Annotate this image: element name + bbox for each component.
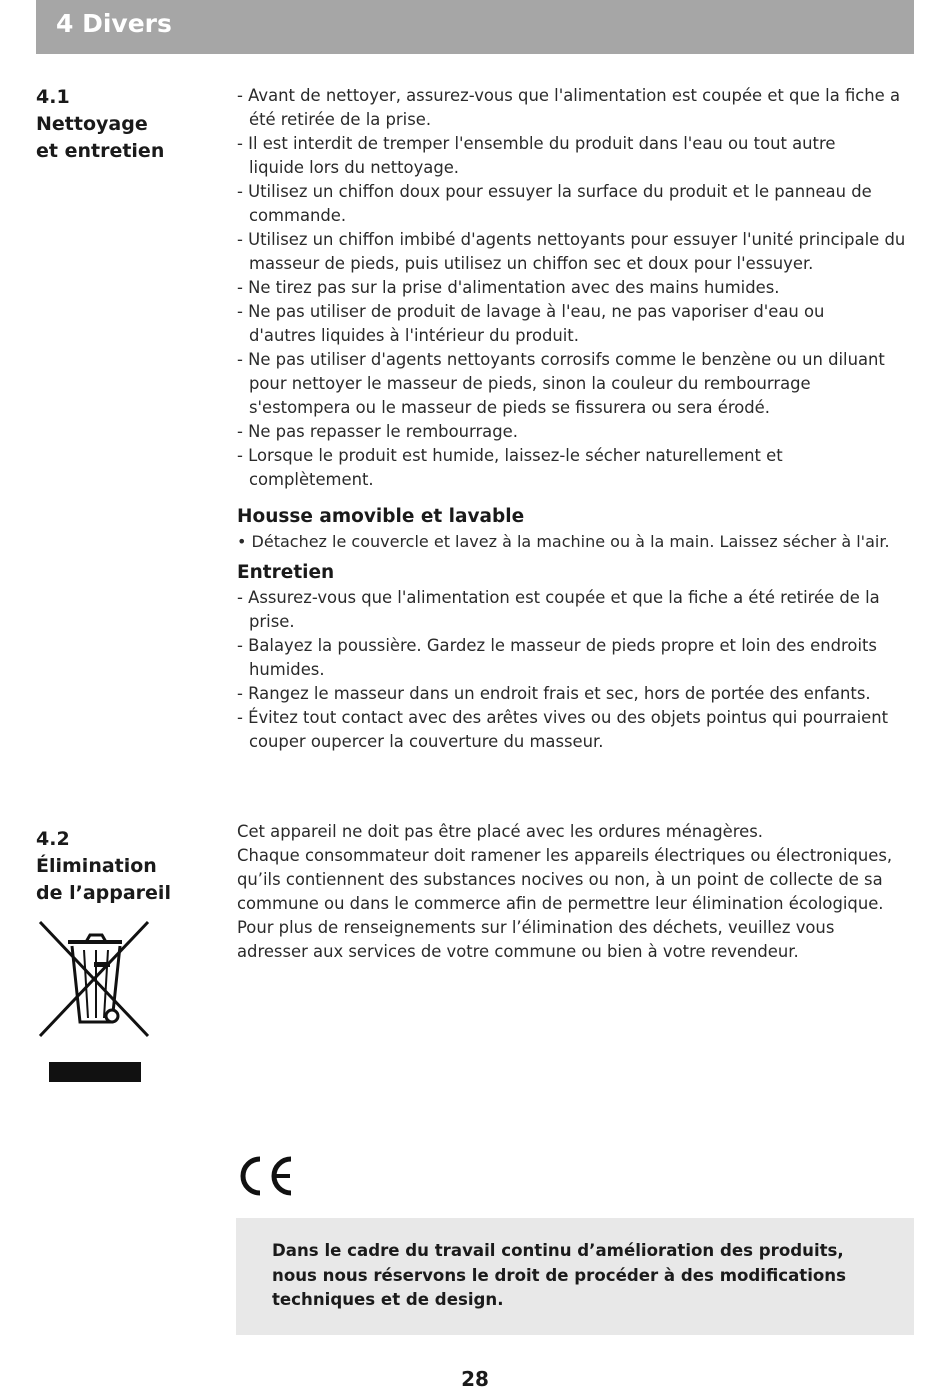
paragraph-line: commune ou dans le commerce afin de permettre leur élimination écologique.	[237, 894, 884, 913]
weee-bar	[49, 1062, 141, 1082]
list-item: - Assurez-vous que l'alimentation est coupée et que la fiche a été retirée de la prise.	[237, 588, 880, 631]
list-item: - Ne pas utiliser d'agents nettoyants corrosifs comme le benzène ou un diluant pour nettoyer le masseur de pieds, sinon la couleur du rembourrage s'estompera ou le masseur de pieds se fissurera ou sera érodé.	[237, 350, 885, 417]
section-heading-cleaning	[36, 84, 226, 165]
maintenance-heading: Entretien	[237, 562, 335, 583]
disposal-content	[237, 820, 927, 964]
paragraph-line: Cet appareil ne doit pas être placé avec les ordures ménagères.	[237, 822, 763, 841]
list-item: - Évitez tout contact avec des arêtes vives ou des objets pointus qui pourraient couper oupercer la couverture du masseur.	[237, 708, 889, 751]
cover-heading: Housse amovible et lavable	[237, 506, 525, 527]
cover-text: • Détachez le couvercle et lavez à la machine ou à la main. Laissez sécher à l'air.	[237, 532, 890, 551]
list-item: - Ne pas repasser le rembourrage.	[237, 422, 518, 441]
paragraph-line: Chaque consommateur doit ramener les appareils électriques ou électroniques,	[237, 846, 893, 865]
notice-line: Dans le cadre du travail continu d’amélioration des produits,	[272, 1241, 844, 1260]
list-item: - Ne tirez pas sur la prise d'alimentation avec des mains humides.	[237, 278, 780, 297]
list-item: - Utilisez un chiffon doux pour essuyer la surface du produit et le panneau de commande.	[237, 182, 872, 225]
paragraph-line: qu’ils contiennent des substances nocives ou non, à un point de collecte de sa	[237, 870, 883, 889]
section-heading-line: Nettoyage	[36, 113, 148, 135]
section-heading-disposal	[36, 826, 226, 907]
notice-text	[272, 1239, 892, 1313]
list-item: - Lorsque le produit est humide, laissez-le sécher naturellement et complètement.	[237, 446, 783, 489]
notice-line: nous nous réservons le droit de procéder à des modifications	[272, 1265, 846, 1285]
section-number: 4.1	[36, 86, 70, 108]
paragraph-line: adresser aux services de votre commune ou bien à votre revendeur.	[237, 942, 799, 961]
section-header-bar	[36, 0, 914, 54]
section-heading-line: et entretien	[36, 140, 165, 162]
section-number: 4.2	[36, 828, 70, 850]
cleaning-content	[237, 84, 927, 754]
section-title: 4 Divers	[56, 9, 172, 38]
paragraph-line: Pour plus de renseignements sur l’élimination des déchets, veuillez vous	[237, 918, 835, 937]
notice-line: techniques et de design.	[272, 1290, 504, 1309]
section-heading-line: Élimination	[36, 855, 157, 877]
list-item: - Avant de nettoyer, assurez-vous que l'alimentation est coupée et que la fiche a été retirée de la prise.	[237, 86, 901, 129]
list-item: - Rangez le masseur dans un endroit frais et sec, hors de portée des enfants.	[237, 684, 871, 703]
page-number: 28	[461, 1367, 489, 1390]
list-item: - Il est interdit de tremper l'ensemble du produit dans l'eau ou tout autre liquide lors du nettoyage.	[237, 134, 836, 177]
list-item: - Ne pas utiliser de produit de lavage à l'eau, ne pas vaporiser d'eau ou d'autres liquides à l'intérieur du produit.	[237, 302, 825, 345]
notice-box	[236, 1218, 914, 1335]
ce-mark-icon	[236, 1155, 296, 1197]
crossed-out-wheelie-bin-icon	[36, 918, 152, 1040]
list-item: - Balayez la poussière. Gardez le masseur de pieds propre et loin des endroits humides.	[237, 636, 877, 679]
list-item: - Utilisez un chiffon imbibé d'agents nettoyants pour essuyer l'unité principale du masseur de pieds, puis utilisez un chiffon sec et doux pour l'essuyer.	[237, 230, 906, 273]
section-heading-line: de l’appareil	[36, 882, 171, 904]
